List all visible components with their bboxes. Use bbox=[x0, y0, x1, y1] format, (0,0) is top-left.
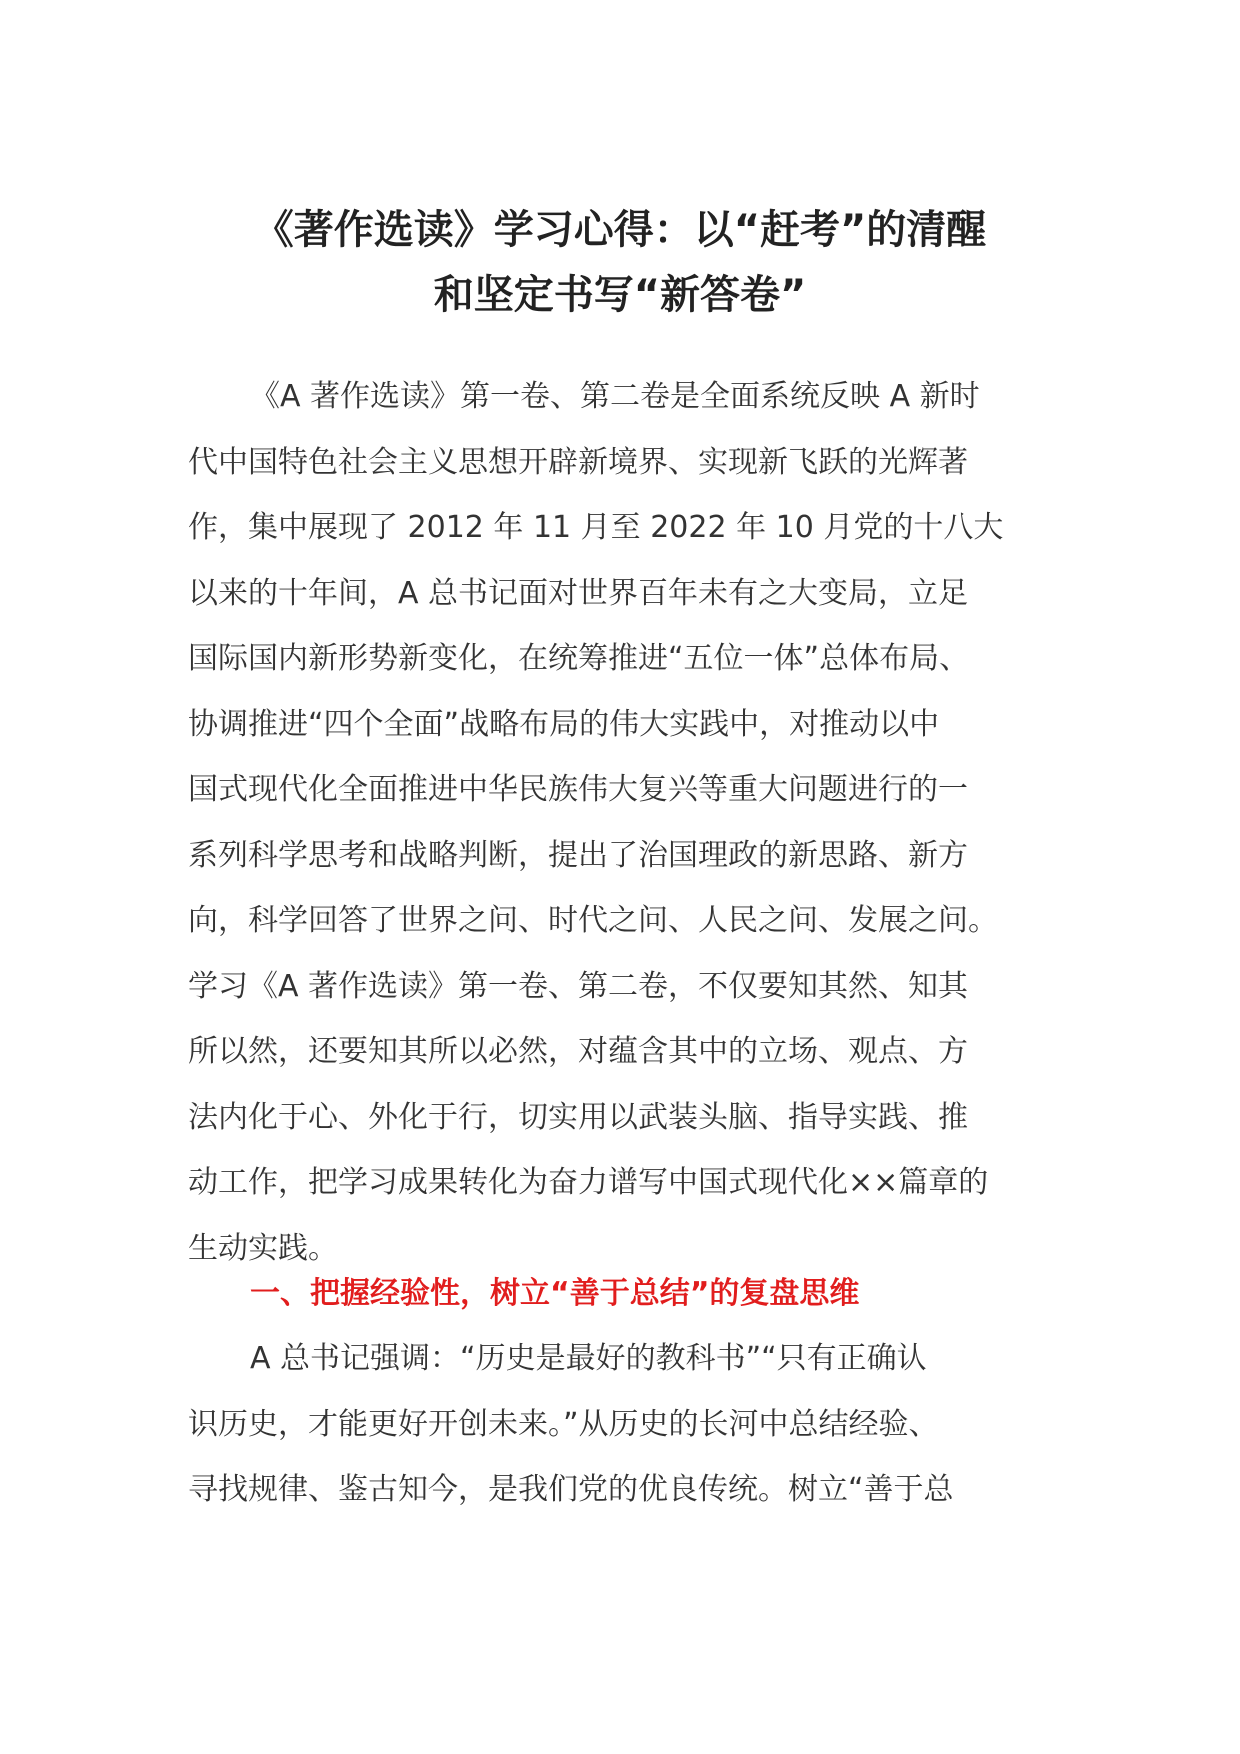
paragraph-line: 所以然，还要知其所以必然，对蕴含其中的立场、观点、方 bbox=[188, 1034, 968, 1069]
paragraph-line: A 总书记强调：“历史是最好的教科书”“只有正确认 bbox=[250, 1341, 927, 1376]
title-line-1: 《著作选读》学习心得：以“赶考”的清醒 bbox=[253, 207, 987, 253]
intro-paragraph bbox=[188, 364, 1060, 1281]
paragraph-line: 动工作，把学习成果转化为奋力谱写中国式现代化××篇章的 bbox=[188, 1165, 989, 1200]
paragraph-line: 向，科学回答了世界之问、时代之问、人民之问、发展之问。 bbox=[188, 903, 998, 938]
paragraph-line: 代中国特色社会主义思想开辟新境界、实现新飞跃的光辉著 bbox=[188, 444, 968, 480]
title-line-2: 和坚定书写“新答卷” bbox=[433, 272, 807, 318]
paragraph-line: 生动实践。 bbox=[188, 1230, 338, 1266]
paragraph-line: 国式现代化全面推进中华民族伟大复兴等重大问题进行的一 bbox=[188, 772, 968, 807]
paragraph-line: 系列科学思考和战略判断，提出了治国理政的新思路、新方 bbox=[188, 837, 968, 873]
paragraph-line: 识历史，才能更好开创未来。”从历史的长河中总结经验、 bbox=[188, 1406, 939, 1442]
document-title bbox=[150, 198, 1090, 328]
paragraph-line: 寻找规律、鉴古知今，是我们党的优良传统。树立“善于总 bbox=[188, 1472, 954, 1507]
section-heading: 一、把握经验性，树立“善于总结”的复盘思维 bbox=[250, 1276, 860, 1311]
section-paragraph bbox=[188, 1326, 1060, 1523]
paragraph-line: 国际国内新形势新变化，在统筹推进“五位一体”总体布局、 bbox=[188, 641, 970, 676]
paragraph-line: 协调推进“四个全面”战略布局的伟大实践中，对推动以中 bbox=[188, 706, 940, 742]
paragraph-line: 作，集中展现了 2012 年 11 月至 2022 年 10 月党的十八大 bbox=[188, 510, 1004, 545]
paragraph-line: 《A 著作选读》第一卷、第二卷是全面系统反映 A 新时 bbox=[250, 379, 980, 414]
paragraph-line: 以来的十年间，A 总书记面对世界百年未有之大变局，立足 bbox=[188, 575, 969, 611]
paragraph-line: 学习《A 著作选读》第一卷、第二卷，不仅要知其然、知其 bbox=[188, 968, 969, 1004]
paragraph-line: 法内化于心、外化于行，切实用以武装头脑、指导实践、推 bbox=[188, 1099, 968, 1135]
